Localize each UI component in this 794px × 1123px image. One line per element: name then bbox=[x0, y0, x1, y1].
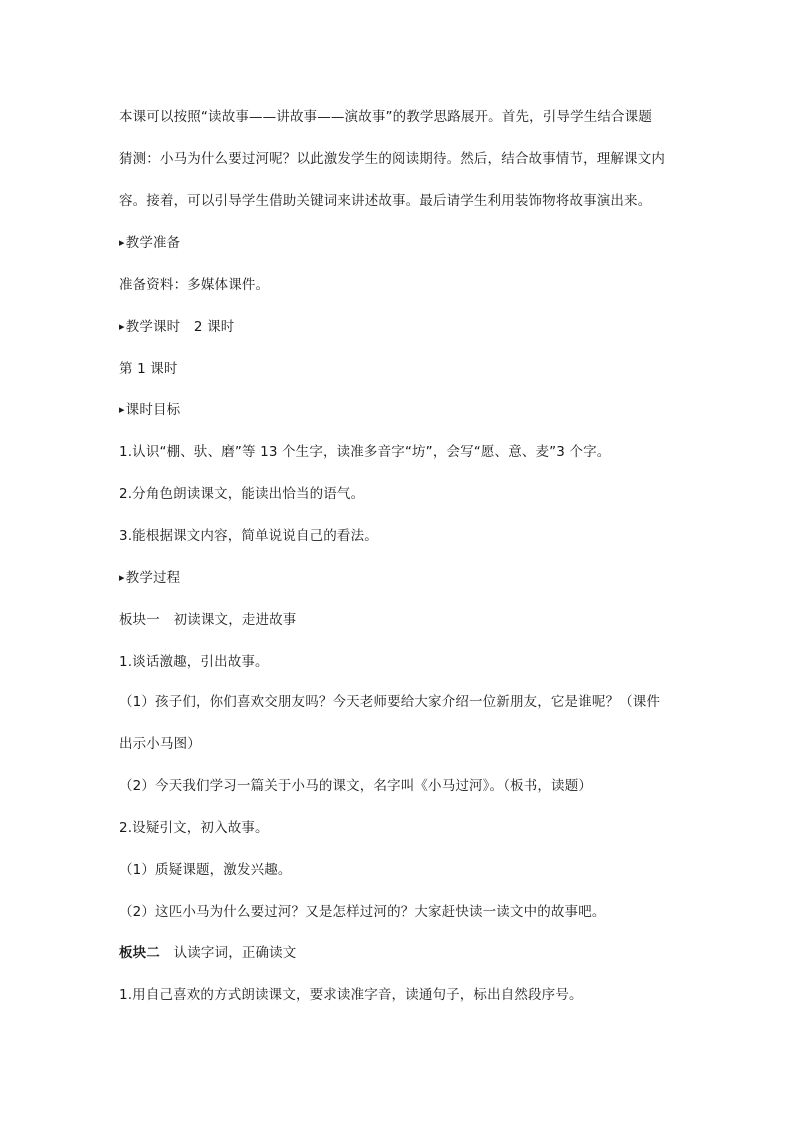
block2-title bbox=[119, 944, 679, 962]
block1-step1: 1.谈话激趣，引出故事。 bbox=[119, 654, 269, 670]
hours-heading: ▸ 教学课时 2 课时 bbox=[119, 318, 679, 337]
lesson1-title: 第 1 课时 bbox=[119, 361, 178, 377]
block2-title-text: 认读字词，正确读文 bbox=[159, 945, 297, 961]
goal-1: 1.认识“棚、驮、磨”等 13 个生字，读准多音字“坊”，会写“愿、意、麦”3 个字。 bbox=[119, 444, 611, 460]
block1-step2: 2.设疑引文，初入故事。 bbox=[119, 820, 269, 836]
goals-heading: ▸ 课时目标 bbox=[119, 401, 679, 420]
process-heading: ▸ 教学过程 bbox=[119, 569, 679, 588]
block2-step1: 1.用自己喜欢的方式朗读课文，要求读准字音，读通句子，标出自然段序号。 bbox=[119, 987, 583, 1003]
block1-step1-item-2: （2）今天我们学习一篇关于小马的课文，名字叫《小马过河》。（板书，读题） bbox=[119, 778, 592, 794]
goal-2: 2.分角色朗读课文，能读出恰当的语气。 bbox=[119, 486, 365, 502]
block1-step1-item-1: （1）孩子们，你们喜欢交朋友吗？今天老师要给大家介绍一位新朋友，它是谁呢？（课件 bbox=[119, 694, 661, 710]
prep-text: 准备资料：多媒体课件。 bbox=[119, 277, 270, 293]
block1-title: 板块一 初读课文，走进故事 bbox=[119, 612, 297, 628]
intro-line-3: 容。接着，可以引导学生借助关键词来讲述故事。最后请学生利用装饰物将故事演出来。 bbox=[119, 193, 652, 209]
prep-heading: ▸ 教学准备 bbox=[119, 234, 679, 253]
intro-line-2: 猜测：小马为什么要过河呢？以此激发学生的阅读期待。然后，结合故事情节，理解课文内 bbox=[119, 151, 665, 167]
goal-3: 3.能根据课文内容，简单说说自己的看法。 bbox=[119, 528, 378, 544]
intro-line-1: 本课可以按照“读故事——讲故事——演故事”的教学思路展开。首先，引导学生结合课题 bbox=[119, 109, 652, 125]
block1-step2-item-2: （2）这匹小马为什么要过河？又是怎样过河的？大家赶快读一读文中的故事吧。 bbox=[119, 904, 606, 920]
block1-step1-item-1-cont: 出示小马图） bbox=[119, 736, 201, 752]
block2-title-label: 板块二 bbox=[119, 945, 160, 961]
block1-step2-item-1: （1）质疑课题，激发兴趣。 bbox=[119, 862, 292, 878]
